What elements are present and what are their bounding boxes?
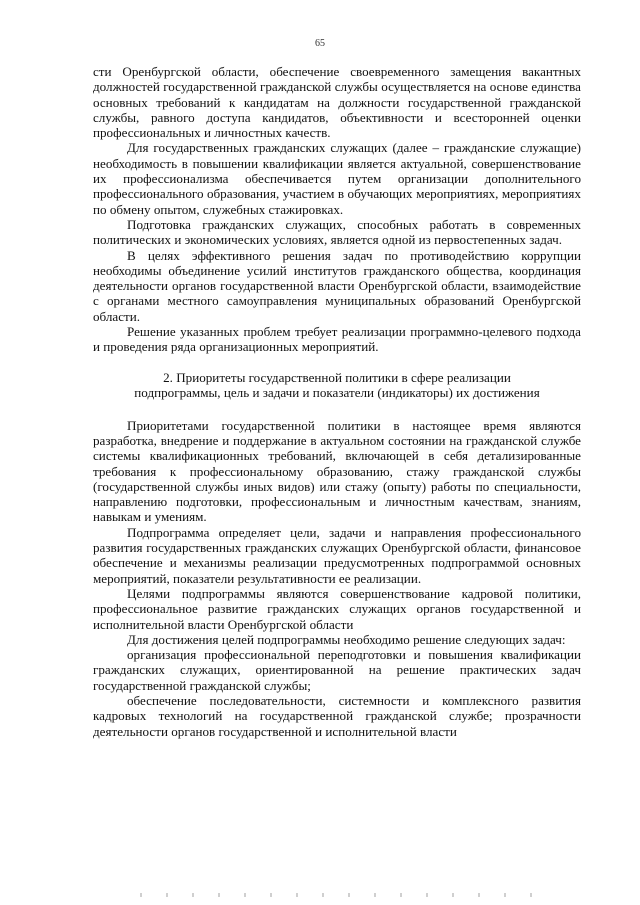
scan-edge-artifact bbox=[140, 893, 540, 897]
paragraph-2: Для государственных гражданских служащих (далее – гражданские служащие) необходимость в повышении квалификации является актуальной, совершенствование их профессионализма обеспечивается путем организации дополнительного профессионального образования, участием в обучающих мероприятиях, мероприятиях по обмену опытом, служебных стажировках. bbox=[93, 140, 581, 217]
paragraph-1: сти Оренбургской области, обеспечение своевременного замещения вакантных должностей государственной гражданской службы осуществляется на основе единства основных требований к кандидатам на должности государственной гражданской службы, равного доступа кандидатов, объективности и всесторонней оценки профессиональных и личностных качеств. bbox=[93, 64, 581, 141]
paragraph-5: Решение указанных проблем требует реализации программно-целевого подхода и проведения ряда организационных мероприятий. bbox=[93, 324, 581, 355]
section-heading bbox=[93, 370, 581, 401]
document-body bbox=[93, 64, 581, 739]
section-heading-line-1: 2. Приоритеты государственной политики в сфере реализации bbox=[163, 369, 511, 385]
paragraph-11: обеспечение последовательности, системности и комплексного развития кадровых технологий на государственной гражданской службе; прозрачности деятельности органов государственной и исполнительной власти bbox=[93, 692, 581, 739]
section-heading-line-2: подпрограммы, цель и задачи и показатели (индикаторы) их достижения bbox=[134, 385, 540, 401]
paragraph-3: Подготовка гражданских служащих, способных работать в современных политических и экономических условиях, является одной из первостепенных задач. bbox=[93, 216, 581, 248]
paragraph-9: Для достижения целей подпрограммы необходимо решение следующих задач: bbox=[127, 631, 566, 647]
paragraph-6: Приоритетами государственной политики в настоящее время являются разработка, внедрение и поддержание в актуальном состоянии на гражданской службе системы квалификационных требований, включающей в себя детализированные требования к профессиональному образованию, стажу гражданской службы (государственной службы иных видов) или стажу (опыту) работы по специальности, направлению подготовки, профессиональным и личностным качествам, знаниям, навыкам и умениям. bbox=[93, 417, 581, 525]
paragraph-4: В целях эффективного решения задач по противодействию коррупции необходимы объединение усилий институтов гражданского общества, координация деятельности органов государственной власти Оренбургской области, взаимодействие с органами местного самоуправления муниципальных образований Оренбургской области. bbox=[93, 247, 581, 324]
paragraph-10: организация профессиональной переподготовки и повышения квалификации гражданских служащих, ориентированной на решение практических задач государственной гражданской службы; bbox=[93, 647, 581, 693]
paragraph-7: Подпрограмма определяет цели, задачи и направления профессионального развития государственных гражданских служащих Оренбургской области, финансовое обеспечение и механизмы реализации предусмотренных подпрограммой основных мероприятий, показатели результативности ее реализации. bbox=[93, 524, 581, 586]
page-number: 65 bbox=[315, 38, 325, 49]
paragraph-8: Целями подпрограммы являются совершенствование кадровой политики, профессиональное развитие гражданских служащих органов государственной и исполнительной власти Оренбургской области bbox=[93, 585, 581, 632]
